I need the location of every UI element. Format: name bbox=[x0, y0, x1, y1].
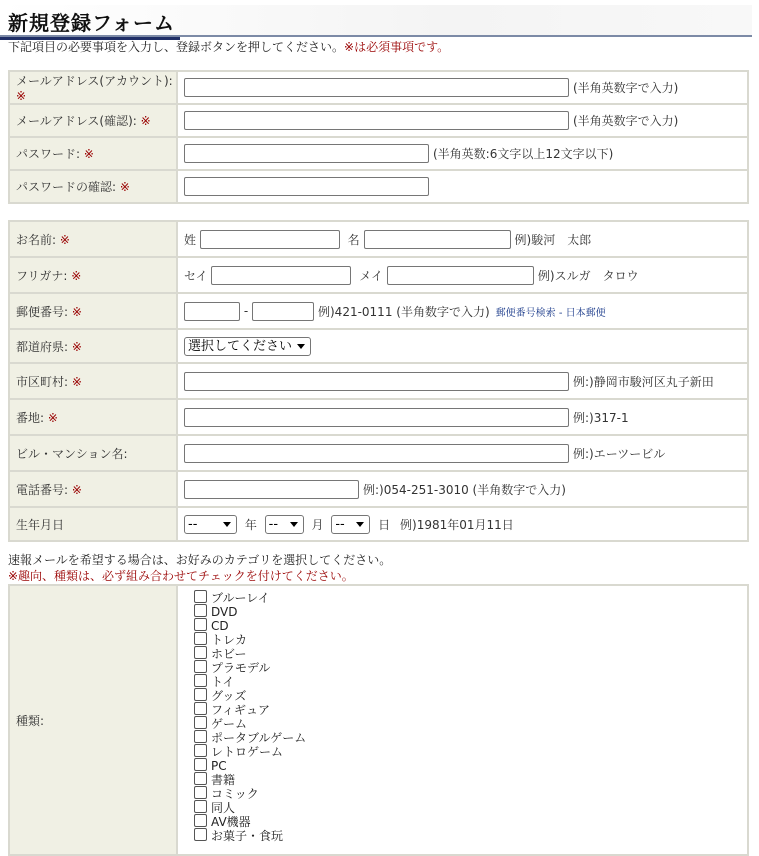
kind-option-label: プラモデル bbox=[211, 661, 271, 675]
kind-option-label: トイ bbox=[211, 675, 235, 689]
label-email-confirm: メールアドレス(確認): ※ bbox=[9, 104, 177, 137]
label-password-confirm: パスワードの確認: ※ bbox=[9, 170, 177, 203]
label-address: 番地: ※ bbox=[9, 399, 177, 435]
row-postal bbox=[9, 293, 748, 329]
birth-day-unit: 日 bbox=[378, 517, 391, 532]
city-input[interactable] bbox=[184, 372, 569, 391]
kind-option[interactable] bbox=[194, 758, 747, 772]
kind-option[interactable] bbox=[194, 744, 747, 758]
kind-option[interactable] bbox=[194, 800, 747, 814]
row-birthday bbox=[9, 507, 748, 541]
label-city: 市区町村: ※ bbox=[9, 363, 177, 399]
kind-checkbox[interactable] bbox=[194, 758, 207, 771]
birthday-example: 例)1981年01月11日 bbox=[400, 517, 514, 532]
kind-option[interactable] bbox=[194, 688, 747, 702]
kind-checkbox[interactable] bbox=[194, 674, 207, 687]
kind-option-label: グッズ bbox=[211, 689, 247, 703]
label-email: メールアドレス(アカウント): ※ bbox=[9, 71, 177, 104]
label-phone: 電話番号: ※ bbox=[9, 471, 177, 507]
kind-checkbox[interactable] bbox=[194, 730, 207, 743]
address-example: 例:)317-1 bbox=[573, 410, 629, 425]
phone-input[interactable] bbox=[184, 480, 359, 499]
row-kind bbox=[9, 585, 748, 855]
phone-example: 例:)054-251-3010 (半角数字で入力) bbox=[363, 482, 566, 497]
kind-option[interactable] bbox=[194, 660, 747, 674]
label-prefecture: 都道府県: ※ bbox=[9, 329, 177, 363]
kind-option[interactable] bbox=[194, 786, 747, 800]
email-confirm-note: (半角英数字で入力) bbox=[573, 114, 679, 128]
kind-option[interactable] bbox=[194, 590, 747, 604]
row-phone bbox=[9, 471, 748, 507]
kind-option-label: ホビー bbox=[211, 647, 247, 661]
kind-option-label: フィギュア bbox=[211, 703, 271, 717]
kind-checkbox[interactable] bbox=[194, 716, 207, 729]
postal-example: 例)421-0111 (半角数字で入力) bbox=[318, 304, 490, 319]
kind-option[interactable] bbox=[194, 604, 747, 618]
kind-checkbox[interactable] bbox=[194, 702, 207, 715]
postal-code-second-input[interactable] bbox=[252, 302, 314, 321]
kind-checkbox[interactable] bbox=[194, 618, 207, 631]
birth-year-unit: 年 bbox=[244, 517, 257, 532]
row-password bbox=[9, 137, 748, 170]
postal-dash: - bbox=[243, 304, 249, 318]
newsletter-warning: ※趣向、種類は、必ず組み合わせてチェックを付けてください。 bbox=[8, 569, 354, 583]
building-input[interactable] bbox=[184, 444, 569, 463]
kind-checkbox[interactable] bbox=[194, 660, 207, 673]
row-email bbox=[9, 71, 748, 104]
kind-option[interactable] bbox=[194, 646, 747, 660]
first-name-kana-input[interactable] bbox=[387, 266, 534, 285]
label-birthday: 生年月日 bbox=[9, 507, 177, 541]
name-example: 例)駿河 太郎 bbox=[514, 232, 592, 247]
kind-checkbox[interactable] bbox=[194, 744, 207, 757]
newsletter-kind-table bbox=[8, 584, 749, 856]
kind-option-label: トレカ bbox=[211, 633, 248, 647]
intro-text bbox=[8, 38, 449, 55]
kind-option[interactable] bbox=[194, 814, 747, 828]
postal-search-link[interactable]: 郵便番号検索 - 日本郵便 bbox=[495, 307, 606, 319]
last-name-kana-input[interactable] bbox=[211, 266, 351, 285]
password-note: (半角英数:6文字以上12文字以下) bbox=[433, 147, 614, 161]
account-table bbox=[8, 70, 749, 204]
kind-checkbox[interactable] bbox=[194, 786, 207, 799]
kind-option[interactable] bbox=[194, 674, 747, 688]
kind-checkbox[interactable] bbox=[194, 814, 207, 827]
birth-month-select[interactable]: -- bbox=[265, 515, 304, 534]
kana-sei-label: セイ bbox=[184, 268, 208, 283]
label-name: お名前: ※ bbox=[9, 221, 177, 257]
kind-option-label: ゲーム bbox=[211, 717, 248, 731]
kind-option-label: ポータブルゲーム bbox=[211, 731, 307, 745]
kind-option[interactable] bbox=[194, 702, 747, 716]
last-name-input[interactable] bbox=[200, 230, 340, 249]
building-example: 例:)エーツービル bbox=[573, 446, 666, 461]
kind-option[interactable] bbox=[194, 730, 747, 744]
row-email-confirm bbox=[9, 104, 748, 137]
kind-option-label: コミック bbox=[211, 787, 259, 801]
label-kind: 種類: bbox=[9, 585, 177, 855]
kind-option-label: PC bbox=[211, 759, 227, 773]
email-note: (半角英数字で入力) bbox=[573, 81, 679, 95]
label-kana: フリガナ: ※ bbox=[9, 257, 177, 293]
kind-checkbox-list bbox=[184, 586, 747, 842]
kind-option[interactable] bbox=[194, 828, 747, 842]
kind-option-label: DVD bbox=[211, 605, 238, 619]
email-input[interactable] bbox=[184, 78, 569, 97]
profile-table bbox=[8, 220, 749, 542]
row-prefecture bbox=[9, 329, 748, 363]
label-password: パスワード: ※ bbox=[9, 137, 177, 170]
kind-option-label: お菓子・食玩 bbox=[211, 829, 284, 843]
label-building: ビル・マンション名: bbox=[9, 435, 177, 471]
kind-checkbox[interactable] bbox=[194, 688, 207, 701]
kind-checkbox[interactable] bbox=[194, 604, 207, 617]
birth-day-select[interactable]: -- bbox=[331, 515, 370, 534]
kind-option[interactable] bbox=[194, 618, 747, 632]
intro-required-note: ※は必須事項です。 bbox=[344, 40, 450, 54]
kind-option-label: AV機器 bbox=[211, 815, 251, 829]
row-city bbox=[9, 363, 748, 399]
kana-example: 例)スルガ タロウ bbox=[537, 268, 639, 283]
kind-option-label: 書籍 bbox=[211, 773, 236, 787]
kind-checkbox[interactable] bbox=[194, 772, 207, 785]
row-building bbox=[9, 435, 748, 471]
kind-option[interactable] bbox=[194, 716, 747, 730]
kind-checkbox[interactable] bbox=[194, 590, 207, 603]
row-password-confirm bbox=[9, 170, 748, 203]
city-example: 例:)静岡市駿河区丸子新田 bbox=[573, 374, 714, 389]
kind-checkbox[interactable] bbox=[194, 800, 207, 813]
name-mei-label: 名 bbox=[347, 232, 360, 247]
birth-year-select[interactable]: -- bbox=[184, 515, 237, 534]
kana-mei-label: メイ bbox=[359, 268, 384, 283]
email-confirm-input[interactable] bbox=[184, 111, 569, 130]
label-postal: 郵便番号: ※ bbox=[9, 293, 177, 329]
kind-checkbox[interactable] bbox=[194, 632, 207, 645]
kind-option-label: レトロゲーム bbox=[211, 745, 284, 759]
intro-instruction: 下記項目の必要事項を入力し、登録ボタンを押してください。 bbox=[8, 40, 345, 54]
page-title: 新規登録フォーム bbox=[8, 11, 175, 35]
kind-option[interactable] bbox=[194, 632, 747, 646]
first-name-input[interactable] bbox=[364, 230, 511, 249]
postal-code-first-input[interactable] bbox=[184, 302, 240, 321]
row-kana bbox=[9, 257, 748, 293]
password-confirm-input[interactable] bbox=[184, 177, 429, 196]
kind-option-label: CD bbox=[211, 619, 229, 633]
prefecture-select[interactable]: 選択してください bbox=[184, 337, 311, 356]
kind-option[interactable] bbox=[194, 772, 747, 786]
kind-option-label: ブルーレイ bbox=[211, 591, 270, 605]
kind-checkbox[interactable] bbox=[194, 828, 207, 841]
row-name bbox=[9, 221, 748, 257]
row-address bbox=[9, 399, 748, 435]
kind-checkbox[interactable] bbox=[194, 646, 207, 659]
title-bar bbox=[0, 5, 752, 37]
password-input[interactable] bbox=[184, 144, 429, 163]
address-input[interactable] bbox=[184, 408, 569, 427]
kind-option-label: 同人 bbox=[211, 801, 236, 815]
birth-month-unit: 月 bbox=[311, 517, 324, 532]
newsletter-instruction: 速報メールを希望する場合は、お好みのカテゴリを選択してください。 bbox=[8, 553, 392, 567]
name-sei-label: 姓 bbox=[184, 232, 197, 247]
newsletter-intro bbox=[8, 552, 391, 584]
